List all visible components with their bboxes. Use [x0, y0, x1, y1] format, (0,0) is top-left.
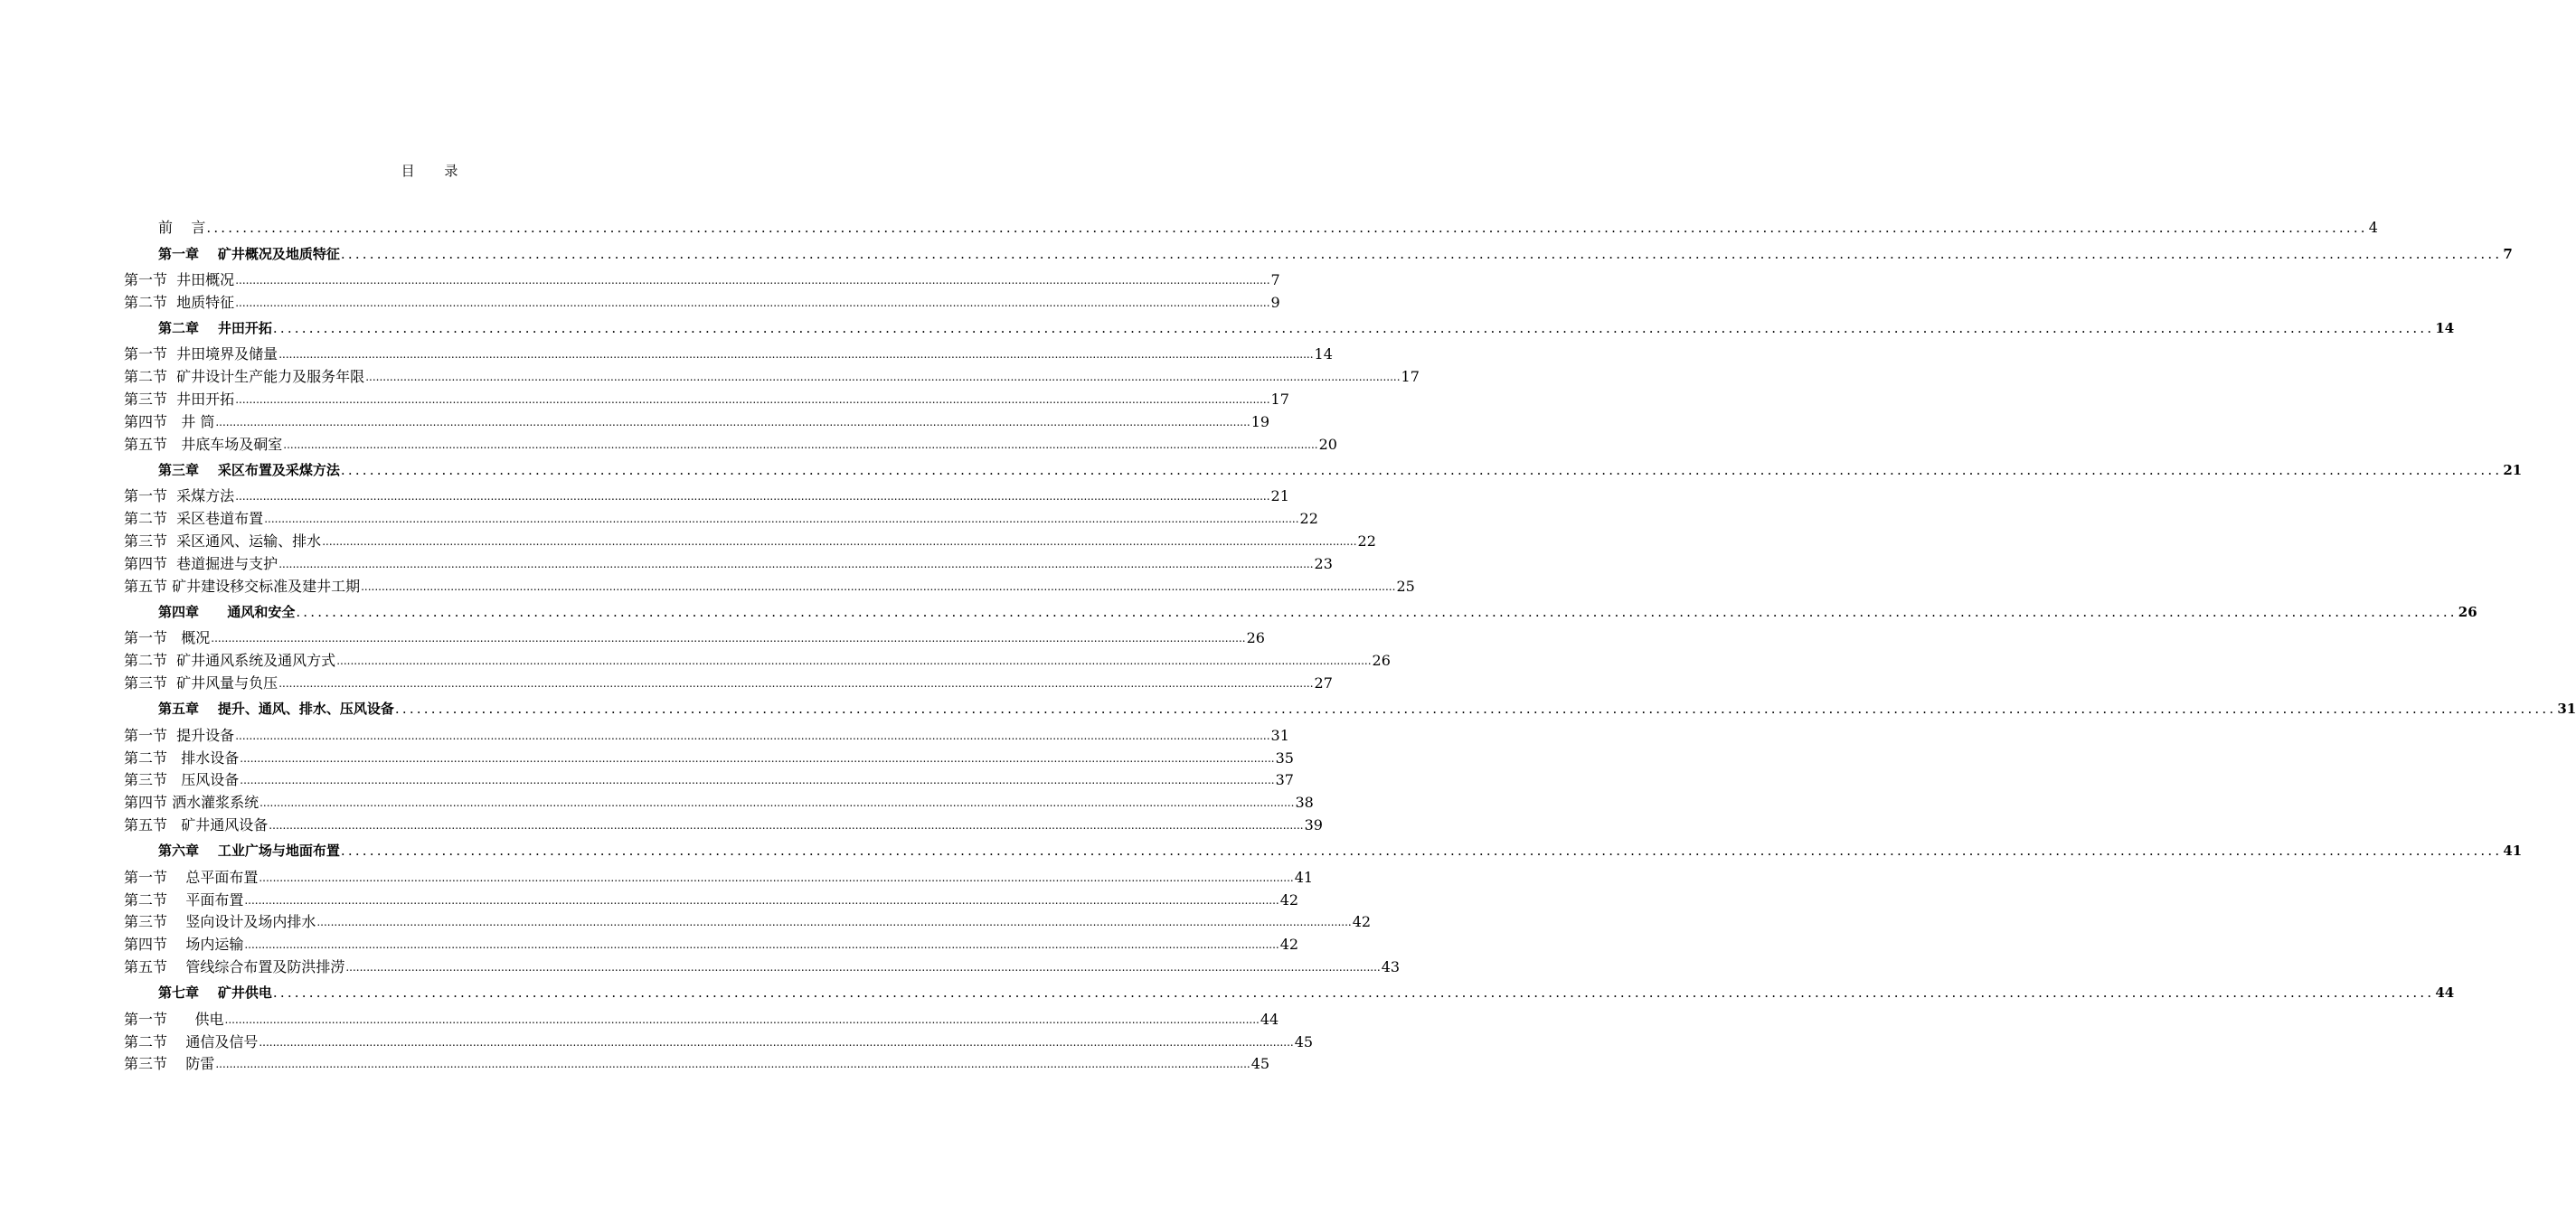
dot-leader: ............................................................................................................................................................................................................................................................................................................: [244, 938, 1279, 952]
toc-section-entry[interactable]: [124, 724, 1289, 747]
dot-leader: ............................................................................................................................................................................................................................................................................................................: [340, 843, 2503, 860]
toc-entry-label: 第二节 矿井设计生产能力及服务年限: [124, 368, 365, 386]
toc-entry-label: 第五节 矿井建设移交标准及建井工期: [124, 577, 361, 595]
toc-entry-label: 第四节 巷道掘进与支护: [124, 554, 278, 572]
dot-leader: ............................................................................................................................................................................................................................................................................................................: [235, 296, 1270, 309]
dot-leader: ............................................................................................................................................................................................................................................................................................................: [272, 984, 2435, 1002]
toc-entry-label: 第五节 管线综合布置及防洪排涝: [124, 957, 345, 975]
toc-entry-label: 第三节 竖向设计及场内排水: [124, 913, 316, 931]
dot-leader: ............................................................................................................................................................................................................................................................................................................: [394, 701, 2557, 718]
dot-leader: ............................................................................................................................................................................................................................................................................................................: [345, 960, 1381, 974]
dot-leader: ............................................................................................................................................................................................................................................................................................................: [235, 273, 1270, 287]
toc-entry-page-number: 31: [2557, 701, 2576, 718]
toc-chapter-entry[interactable]: [124, 598, 2477, 627]
dot-leader: ............................................................................................................................................................................................................................................................................................................: [235, 490, 1270, 504]
toc-entry-label: 第一节 井田境界及储量: [124, 345, 278, 363]
toc-entry-label: 第五节 井底车场及硐室: [124, 435, 283, 453]
toc-entry-page-number: 7: [2503, 245, 2513, 262]
dot-leader: ............................................................................................................................................................................................................................................................................................................: [340, 462, 2503, 479]
dot-leader: ............................................................................................................................................................................................................................................................................................................: [259, 1035, 1294, 1049]
toc-entry-page-number: 26: [2458, 604, 2477, 621]
toc-entry-page-number: 21: [1270, 487, 1289, 505]
toc-entry-page-number: 7: [1270, 270, 1280, 288]
toc-entry-label: 第二节 地质特征: [124, 293, 235, 311]
toc-entry-page-number: 42: [1279, 936, 1299, 954]
toc-entry-page-number: 38: [1295, 794, 1314, 812]
toc-chapter-entry[interactable]: [124, 836, 2523, 866]
dot-leader: ............................................................................................................................................................................................................................................................................................................: [211, 632, 1246, 645]
toc-section-entry[interactable]: [124, 410, 1270, 433]
toc-entry-label: 第三节 矿井风量与负压: [124, 673, 278, 692]
toc-section-entry[interactable]: [124, 747, 1294, 769]
toc-entry-label: 第三节 井田开拓: [124, 390, 235, 408]
toc-section-entry[interactable]: [124, 365, 1420, 388]
toc-entry-page-number: 22: [1299, 510, 1318, 528]
toc-section-entry[interactable]: [124, 791, 1314, 814]
toc-section-entry[interactable]: [124, 291, 1280, 314]
toc-entry-page-number: 37: [1275, 771, 1294, 789]
dot-leader: ............................................................................................................................................................................................................................................................................................................: [365, 371, 1401, 384]
toc-entry-label: 第七章 矿井供电: [158, 984, 272, 1002]
toc-entry-page-number: 14: [2435, 320, 2455, 337]
toc-entry-page-number: 25: [1396, 577, 1415, 595]
dot-leader: ............................................................................................................................................................................................................................................................................................................: [224, 1012, 1260, 1026]
toc-section-entry[interactable]: [124, 388, 1289, 410]
toc-entry-label: 第一节 概况: [124, 629, 211, 647]
toc-entry-label: 第四节 井 筒: [124, 412, 215, 430]
dot-leader: ............................................................................................................................................................................................................................................................................................................: [272, 320, 2435, 337]
dot-leader: ............................................................................................................................................................................................................................................................................................................: [235, 729, 1270, 742]
dot-leader: ............................................................................................................................................................................................................................................................................................................: [340, 245, 2503, 262]
dot-leader: ............................................................................................................................................................................................................................................................................................................: [278, 348, 1314, 362]
toc-section-entry[interactable]: [124, 485, 1289, 508]
toc-section-entry[interactable]: [124, 433, 1337, 456]
toc-section-entry[interactable]: [124, 956, 1401, 978]
toc-entry-page-number: 19: [1250, 412, 1270, 430]
toc-section-entry[interactable]: [124, 814, 1323, 836]
toc-section-entry[interactable]: [124, 933, 1299, 956]
toc-entry-label: 第一节 采煤方法: [124, 487, 235, 505]
toc-section-entry[interactable]: [124, 1008, 1279, 1031]
dot-leader: ............................................................................................................................................................................................................................................................................................................: [235, 392, 1270, 406]
toc-section-entry[interactable]: [124, 911, 1372, 934]
dot-leader: ............................................................................................................................................................................................................................................................................................................: [336, 655, 1372, 668]
toc-entry-label: 第四章 通风和安全: [158, 604, 296, 621]
toc-entry-page-number: 39: [1304, 815, 1323, 834]
toc-entry-page-number: 22: [1357, 532, 1376, 550]
toc-section-entry[interactable]: [124, 507, 1318, 530]
toc-chapter-entry[interactable]: [124, 978, 2455, 1008]
toc-entry-page-number: 45: [1250, 1055, 1270, 1073]
toc-entry-page-number: 44: [2435, 984, 2455, 1002]
toc-entry-page-number: 9: [1270, 293, 1280, 311]
toc-entry-label: 第一节 井田概况: [124, 270, 235, 288]
toc-entry-page-number: 31: [1270, 726, 1289, 744]
toc-entry-page-number: 17: [1270, 390, 1289, 408]
toc-section-entry[interactable]: [124, 530, 1376, 552]
toc-entry-label: 第二章 井田开拓: [158, 320, 272, 337]
toc-chapter-entry[interactable]: [124, 314, 2455, 344]
toc-section-entry[interactable]: [124, 268, 1280, 291]
toc-preface-entry[interactable]: [124, 213, 2378, 239]
toc-entry-page-number: 26: [1372, 652, 1391, 670]
toc-entry-label: 第二节 采区巷道布置: [124, 510, 264, 528]
toc-entry-page-number: 45: [1294, 1032, 1314, 1050]
toc-section-entry[interactable]: [124, 649, 1391, 672]
dot-leader: ............................................................................................................................................................................................................................................................................................................: [206, 220, 2368, 236]
toc-entry-page-number: 43: [1381, 957, 1401, 975]
toc-entry-label: 第一节 供电: [124, 1010, 224, 1028]
toc-title: 目 录: [401, 163, 471, 179]
toc-entry-page-number: 4: [2368, 219, 2378, 236]
toc-entry-label: 第五章 提升、通风、排水、压风设备: [158, 701, 394, 718]
dot-leader: ............................................................................................................................................................................................................................................................................................................: [316, 916, 1352, 929]
dot-leader: ............................................................................................................................................................................................................................................................................................................: [322, 534, 1357, 548]
toc-section-entry[interactable]: [124, 575, 1415, 598]
dot-leader: ............................................................................................................................................................................................................................................................................................................: [361, 579, 1396, 593]
toc-section-entry[interactable]: [124, 1031, 1314, 1053]
toc-section-entry[interactable]: [124, 1053, 1270, 1076]
toc-entry-page-number: 14: [1314, 345, 1333, 363]
toc-entry-page-number: 42: [1279, 890, 1299, 909]
toc-entry-label: 第四节 洒水灌浆系统: [124, 794, 259, 812]
dot-leader: ............................................................................................................................................................................................................................................................................................................: [259, 796, 1295, 810]
toc-entry-label: 第六章 工业广场与地面布置: [158, 843, 340, 860]
toc-entry-label: 第一章 矿井概况及地质特征: [158, 245, 340, 262]
toc-entry-label: 第二节 排水设备: [124, 749, 240, 767]
toc-entry-page-number: 27: [1314, 673, 1333, 692]
dot-leader: ............................................................................................................................................................................................................................................................................................................: [283, 438, 1318, 451]
toc-chapter-entry[interactable]: [124, 456, 2523, 485]
toc-entry-page-number: 23: [1314, 554, 1333, 572]
toc-entry-page-number: 20: [1318, 435, 1337, 453]
toc-entry-label: 第二节 平面布置: [124, 890, 244, 909]
toc-entry-page-number: 26: [1246, 629, 1265, 647]
toc-entry-label: 前 言: [158, 219, 206, 236]
toc-entry-label: 第三节 防雷: [124, 1055, 215, 1073]
toc-entry-label: 第五节 矿井通风设备: [124, 815, 269, 834]
dot-leader: ............................................................................................................................................................................................................................................................................................................: [244, 893, 1279, 907]
toc-section-entry[interactable]: [124, 889, 1299, 911]
toc-entry-label: 第一节 总平面布置: [124, 868, 259, 886]
dot-leader: ............................................................................................................................................................................................................................................................................................................: [215, 415, 1250, 429]
toc-section-entry[interactable]: [124, 866, 1314, 889]
dot-leader: ............................................................................................................................................................................................................................................................................................................: [278, 676, 1314, 690]
toc-section-entry[interactable]: [124, 344, 1333, 366]
toc-section-entry[interactable]: [124, 769, 1294, 792]
toc-entry-page-number: 42: [1352, 913, 1372, 931]
dot-leader: ............................................................................................................................................................................................................................................................................................................: [259, 871, 1294, 884]
toc-entry-page-number: 44: [1260, 1010, 1279, 1028]
toc-entry-page-number: 41: [1294, 868, 1314, 886]
toc-entry-label: 第二节 通信及信号: [124, 1032, 259, 1050]
toc-entry-page-number: 17: [1401, 368, 1420, 386]
toc-chapter-entry[interactable]: [124, 694, 2576, 724]
toc-entry-label: 第一节 提升设备: [124, 726, 235, 744]
toc-entry-page-number: 41: [2503, 843, 2523, 860]
toc-entry-label: 第四节 场内运输: [124, 936, 244, 954]
dot-leader: ............................................................................................................................................................................................................................................................................................................: [296, 604, 2458, 621]
toc-section-entry[interactable]: [124, 627, 1265, 650]
dot-leader: ............................................................................................................................................................................................................................................................................................................: [264, 513, 1299, 526]
toc-entry-label: 第三节 压风设备: [124, 771, 240, 789]
toc-section-entry[interactable]: [124, 552, 1333, 575]
toc-chapter-entry[interactable]: [124, 239, 2513, 268]
toc-entry-label: 第二节 矿井通风系统及通风方式: [124, 652, 336, 670]
toc-entry-label: 第三节 采区通风、运输、排水: [124, 532, 322, 550]
dot-leader: ............................................................................................................................................................................................................................................................................................................: [215, 1058, 1250, 1071]
toc-entry-label: 第三章 采区布置及采煤方法: [158, 462, 340, 479]
toc-section-entry[interactable]: [124, 672, 1333, 694]
dot-leader: ............................................................................................................................................................................................................................................................................................................: [240, 774, 1275, 787]
toc-entry-page-number: 35: [1275, 749, 1294, 767]
table-of-contents: [124, 213, 2576, 1075]
dot-leader: ............................................................................................................................................................................................................................................................................................................: [278, 557, 1314, 570]
dot-leader: ............................................................................................................................................................................................................................................................................................................: [240, 751, 1275, 765]
toc-entry-page-number: 21: [2503, 462, 2523, 479]
dot-leader: ............................................................................................................................................................................................................................................................................................................: [269, 818, 1304, 832]
